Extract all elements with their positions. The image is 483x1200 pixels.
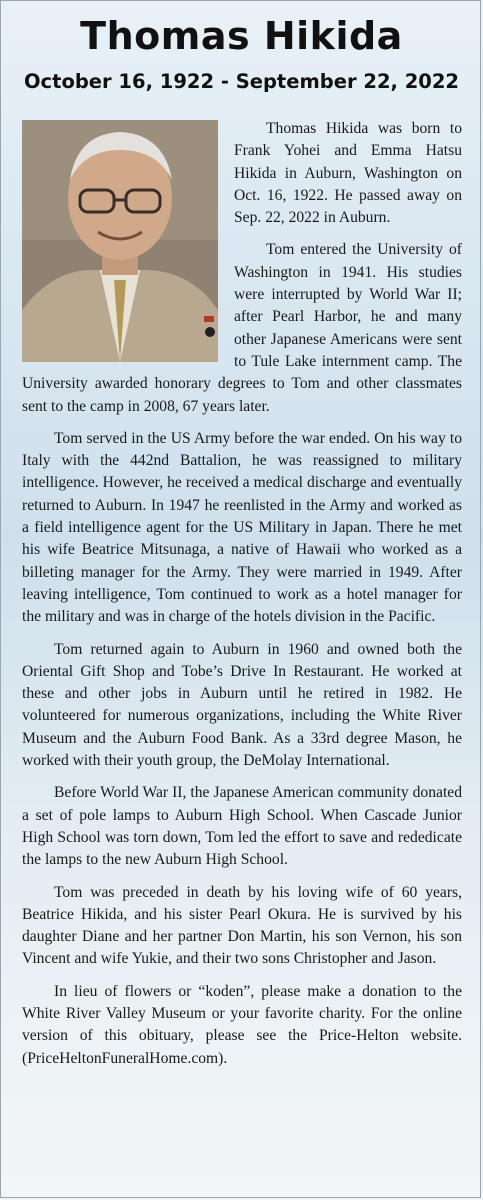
paragraph-lamps: Before World War II, the Japanese American community donated a set of pole lamps to Auburn High School. When Cascade Junior High School was torn down, Tom led the effort to save and rededicate the lamps to the new Auburn High School.	[22, 784, 462, 869]
obituary-name: Thomas Hikida	[80, 14, 403, 58]
life-dates: October 16, 1922 - September 22, 2022	[23, 70, 459, 93]
paragraph-birth: Thomas Hikida was born to Frank Yohei and Emma Hatsu Hikida in Auburn, Washington on Oct. 16, 1922. He passed away on Sep. 22, 2022 in Auburn.	[234, 120, 462, 227]
portrait-photo	[22, 120, 218, 362]
paragraph-survivors: Tom was preceded in death by his loving wife of 60 years, Beatrice Hikida, and his sister Pearl Okura. He is survived by his daughter Diane and her partner Don Martin, his son Vernon, his son Vincent and wife Yukie, and their two sons Christopher and Jason.	[22, 883, 462, 968]
paragraph-military: Tom served in the US Army before the war ended. On his way to Italy with the 442nd Battalion, he was reassigned to military intelligence. However, he received a medical discharge and eventually returned to Auburn. In 1947 he reenlisted in the Army and worked as a field intelligence agent for the US Military in Japan. There he met his wife Beatrice Mitsunaga, a native of Hawaii who worked as a billeting manager for the Army. They were married in 1949. After leaving intelligence, Tom continued to work as a hotel manager for the military and was in charge of the hotels division in the Pacific.	[22, 429, 462, 626]
paragraph-donations: In lieu of flowers or “koden”, please make a donation to the White River Valley Museum or your favorite charity. For the online version of this obituary, please see the Price-Helton website. (PriceHeltonFuneralHome.com).	[22, 982, 462, 1067]
paragraph-education: Tom entered the University of Washington in 1941. His studies were interrupted by World War II; after Pearl Harbor, he and many other Japanese Americans were sent to Tule Lake internment camp. The University awarded honorary degrees to Tom and other classmates sent to the camp in 2008, 67 years later.	[22, 241, 462, 415]
paragraph-career: Tom returned again to Auburn in 1960 and owned both the Oriental Gift Shop and Tobe’s Drive In Restaurant. He worked at these and other jobs in Auburn until he retired in 1982. He volunteered for numerous organizations, including the White River Museum and the Auburn Food Bank. As a 33rd degree Mason, he worked with their youth group, the DeMolay International.	[22, 640, 462, 770]
obituary-body	[22, 118, 462, 1080]
